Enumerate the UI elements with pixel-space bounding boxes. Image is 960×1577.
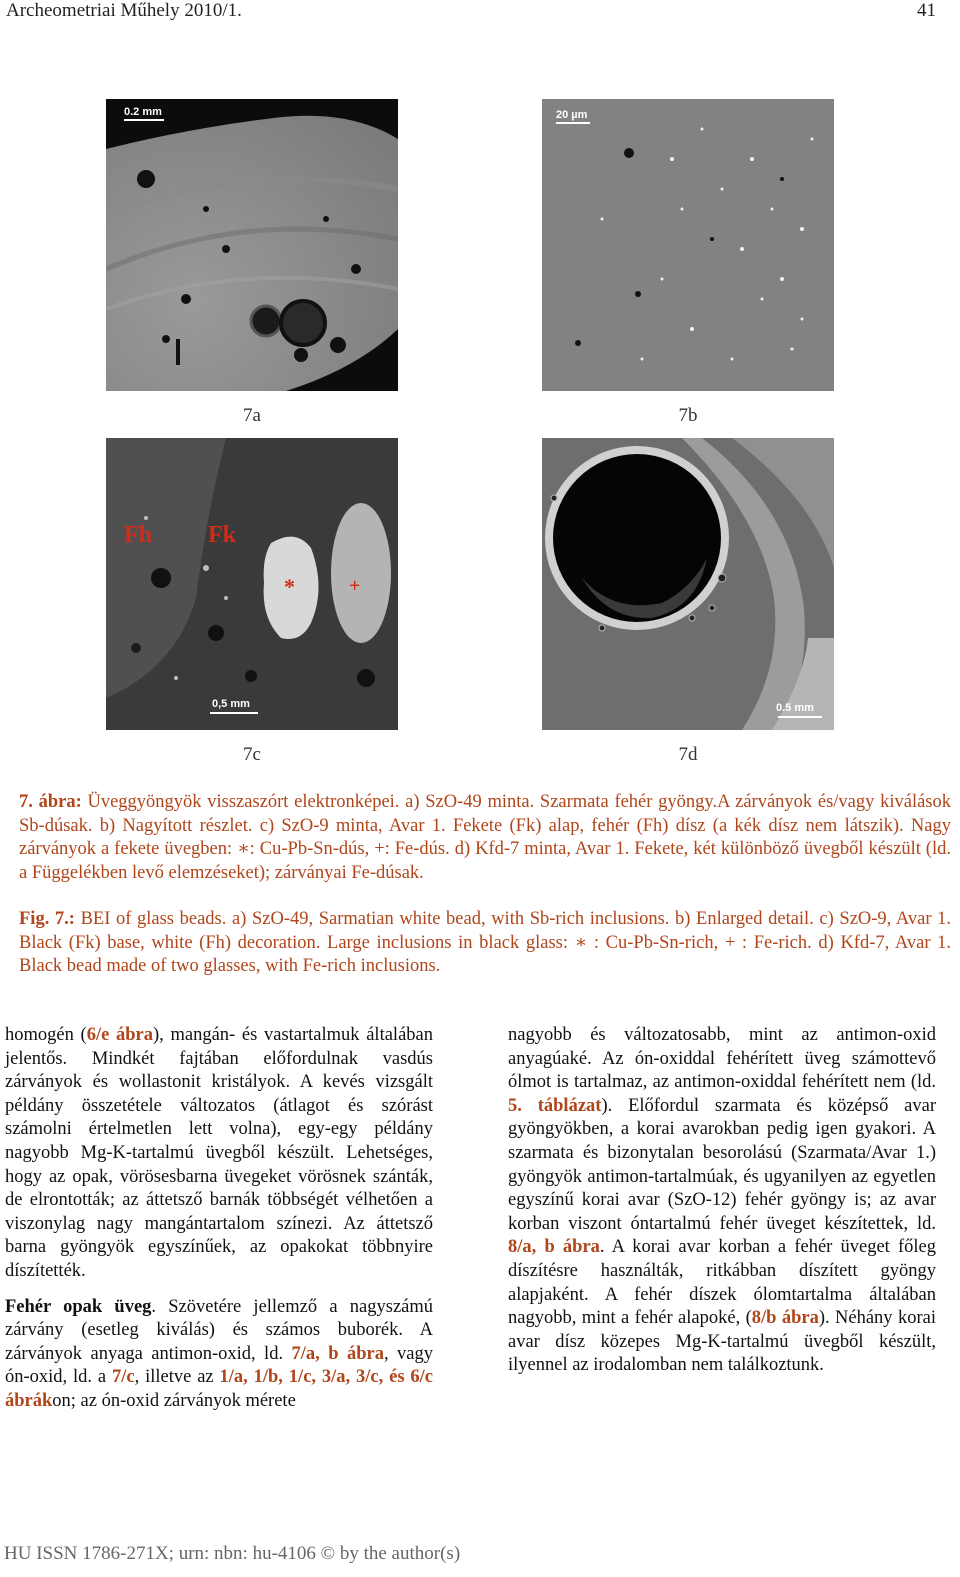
figure-7c-image	[106, 438, 398, 730]
text: , vagy ón-oxid, ld. a	[5, 1343, 434, 1388]
label-fk: Fk	[208, 522, 237, 548]
figure-label-7d: 7d	[678, 744, 698, 765]
text: nagyobb és változatosabb, mint az antimon-oxid anyagúaké. Az ón-oxiddal fehérített üveg számottevő ólmot is tartalmaz, az antimon-oxiddal fehérített nem (ld.	[508, 1025, 936, 1093]
section-heading: Fehér opak üveg	[5, 1296, 152, 1317]
figure-label-7b: 7b	[678, 405, 698, 426]
footer-issn: HU ISSN 1786-271X; urn: nbn: hu-4106 © by the author(s)	[4, 1543, 461, 1564]
table-reference[interactable]: 5. táblázat	[508, 1095, 602, 1116]
paragraph-3	[508, 1024, 936, 1378]
scale-label-7d: 0.5 mm	[776, 702, 814, 714]
figure-label-7a: 7a	[243, 405, 261, 426]
bei-micrograph-7d	[542, 438, 834, 730]
text: ). Előfordul szarmata és középső avar gyöngyökben, a korai avarokban pedig igen gyakori. A szarmata és bizonytalan besorolású (Szarmata/Avar 1.) gyöngyök antimon-tartalmúak, és ugyanilyen az egyetlen egyszínű korai avar (SzO-12) fehér gyöngy is; az avar korban viszont óntartalmú fehér üveget készítettek, ld.	[508, 1095, 936, 1234]
text: . Szövetére jellemző a nagyszámú zárvány (esetleg kiválás) és számos buborék. A zárványok anyaga antimon-oxid, ld.	[5, 1296, 434, 1364]
figure-reference[interactable]: 7/c	[112, 1367, 135, 1388]
label-plus: +	[349, 575, 361, 597]
paragraph-1	[5, 1024, 433, 1284]
figure-reference[interactable]: 8/b ábra	[751, 1308, 819, 1329]
text: ), mangán- és vastartalmuk általában jelentős. Mindkét fajtában előfordulnak vasdús zárványok és wollastonit kristályok. A kevés vizsgált példány összetétele változatos (átlagot és szórást számolni értelmetlen lett volna), egy-egy példány nagyobb Mg-K-tartalmú üvegből készült. Lehetséges, hogy az opak, vörösesbarna üvegeket vörösnek szánták, de elrontották; az áttetsző barnák többségét vélhetően a viszonylag nagy mangántartalom színezi. Az áttetsző barna gyöngyök egyszínűek, az opakokat többnyire díszítették.	[5, 1025, 433, 1281]
figure-7b-image	[542, 99, 834, 391]
figure-reference[interactable]: 6/e ábra	[86, 1025, 153, 1045]
text: , illetve az	[134, 1367, 220, 1388]
paragraph-2	[5, 1296, 433, 1414]
figure-reference[interactable]: 1/a, 1/b, 1/c, 3/a, 3/c, és 6/c ábrák	[5, 1367, 433, 1411]
left-column	[5, 1024, 433, 1414]
figure-label-7c: 7c	[243, 744, 261, 765]
text: on; az ón-oxid zárványok mérete	[52, 1390, 296, 1411]
text: . A korai avar korban a fehér üveget főleg díszítésre használták, ritkábban díszített gyöngy alapjaként. A fehér díszek ólomtartalma általában nagyobb, mint a fehér alapoké, (	[508, 1237, 936, 1329]
caption-lead-en: Fig. 7.:	[19, 909, 75, 929]
scale-label-7c: 0,5 mm	[212, 698, 250, 710]
figure-7d-image	[542, 438, 834, 730]
caption-lead-hu: 7. ábra:	[19, 792, 82, 812]
figure-reference[interactable]: 7/a, b ábra	[291, 1343, 384, 1364]
text: ). Néhány korai avar dísz közepes Mg-K-tartalmú üvegből készült, ilyennel az irodalomban nem találkoztunk.	[508, 1308, 936, 1376]
label-star: *	[284, 574, 295, 599]
page-number: 41	[917, 0, 936, 21]
caption-text-hu: Üveggyöngyök visszaszórt elektronképei. a) SzO-49 minta. Szarmata fehér gyöngy.A zárványok és/vagy kiválások Sb-dúsak. b) Nagyított részlet. c) SzO-9 minta, Avar 1. Fekete (Fk) alap, fehér (Fh) dísz (a kék dísz nem látszik). Nagy zárványok a fekete üvegben: ∗: Cu-Pb-Sn-dús, +: Fe-dús. d) Kfd-7 minta, Avar 1. Fekete, két különböző üvegből készült (ld. a Függelékben levő elemzéseket); zárványai Fe-dúsak.	[19, 792, 951, 883]
caption-text-en: BEI of glass beads. a) SzO-49, Sarmatian white bead, with Sb-rich inclusions. b) Enlarged detail. c) SzO-9, Avar 1. Black (Fk) base, white (Fh) decoration. Large inclusions in black glass: ∗ : Cu-Pb-Sn-rich, + : Fe-rich. d) Kfd-7, Avar 1. Black bead made of two glasses, with Fe-rich inclusions.	[19, 909, 951, 976]
right-column	[508, 1024, 936, 1378]
journal-header: Archeometriai Műhely 2010/1.	[6, 0, 242, 21]
bei-micrograph-7b	[542, 99, 834, 391]
bei-micrograph-7a	[106, 99, 398, 391]
scale-label-7b: 20 µm	[556, 109, 588, 121]
figure-7a-image	[106, 99, 398, 391]
figure-reference[interactable]: 8/a, b ábra	[508, 1237, 600, 1258]
scale-label-7a: 0.2 mm	[124, 106, 162, 118]
figure-caption-english	[19, 908, 951, 979]
bei-micrograph-7c	[106, 438, 398, 730]
label-fh: Fh	[124, 522, 153, 548]
figure-caption-hungarian	[19, 791, 951, 885]
text: homogén (	[5, 1025, 87, 1045]
